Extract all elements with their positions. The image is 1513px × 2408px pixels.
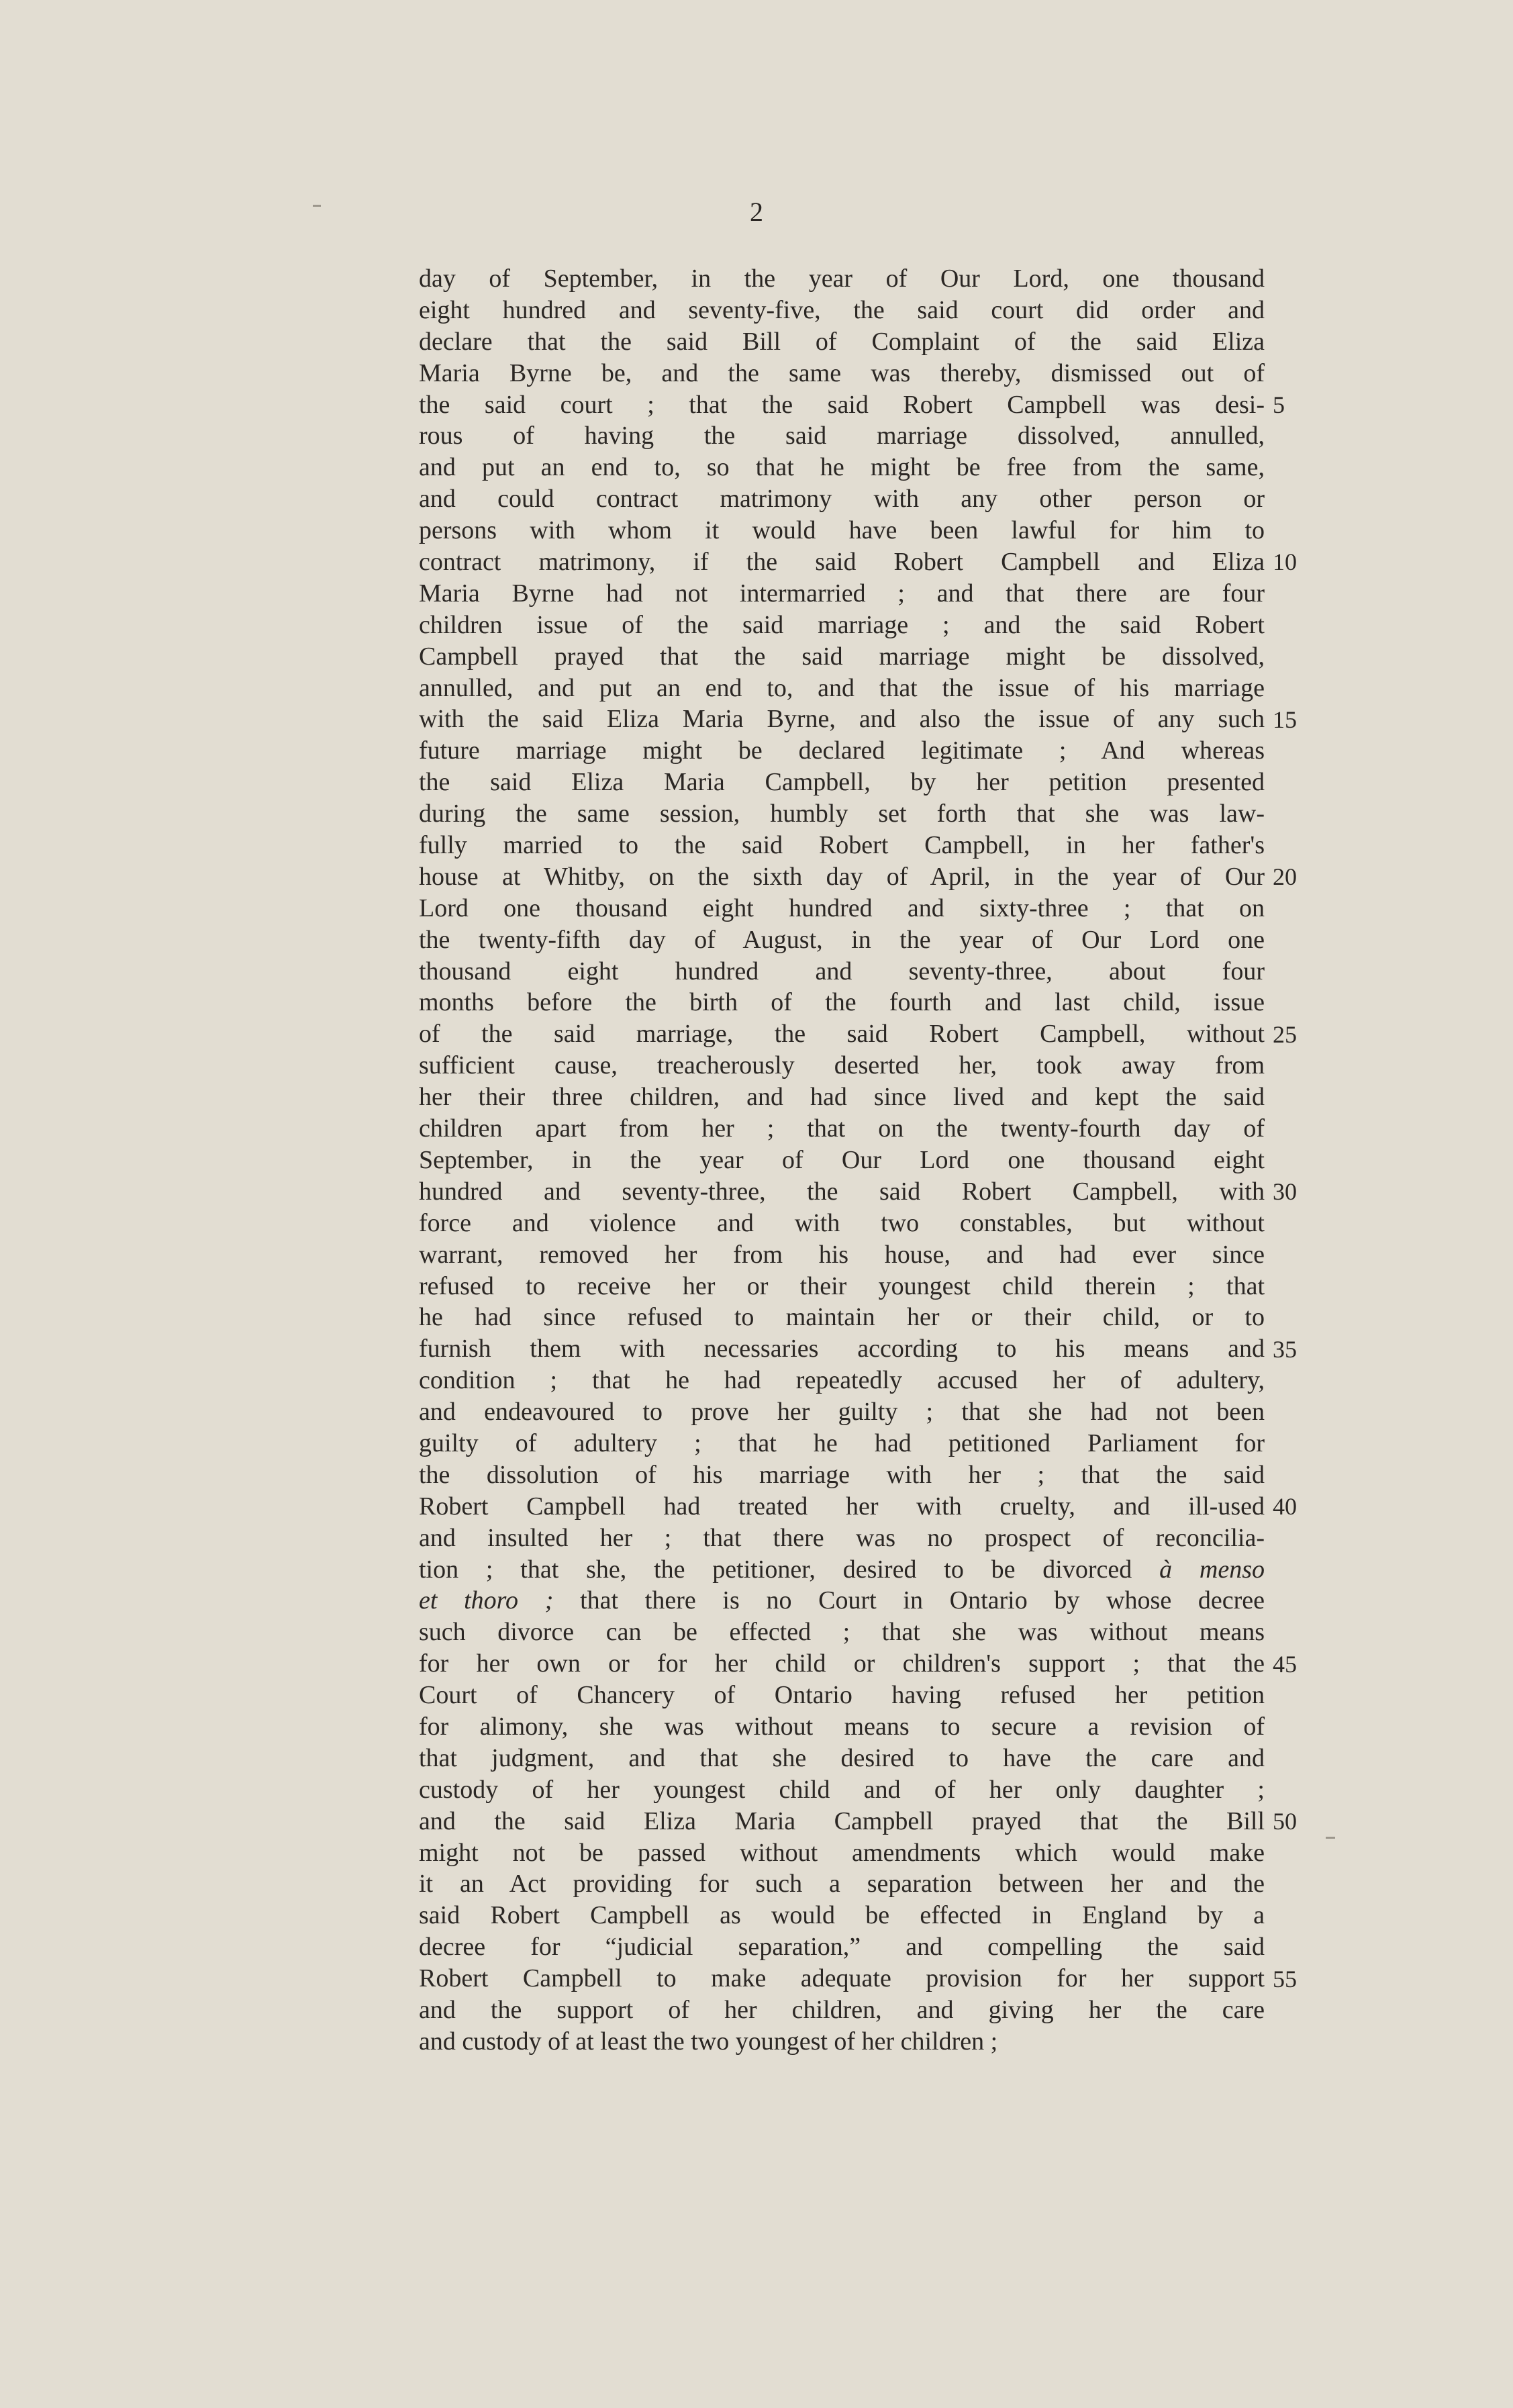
line-number: 35 <box>1273 1335 1297 1363</box>
line-number: 45 <box>1273 1650 1297 1678</box>
text-line: and the support of her children, and giving her the care <box>419 1995 1265 2024</box>
page-number: 2 <box>750 197 763 227</box>
text-line: Robert Campbell had treated her with cruelty, and ill-used <box>419 1492 1265 1521</box>
text-line: the dissolution of his marriage with her ; that the said <box>419 1460 1265 1489</box>
line-number: 5 <box>1273 391 1285 418</box>
text-line <box>419 1585 1265 1617</box>
text-line: that judgment, and that she desired to have the care and <box>419 1743 1265 1772</box>
text-line: Court of Chancery of Ontario having refused her petition <box>419 1681 1265 1710</box>
text-span: tion ; that she, the petitioner, desired to be divorced <box>419 1555 1160 1584</box>
text-line: decree for “judicial separation,” and compelling the said <box>419 1933 1265 1962</box>
italic-phrase: à menso <box>1159 1555 1265 1584</box>
text-line: children apart from her ; that on the twenty-fourth day of <box>419 1114 1265 1143</box>
line-number: 55 <box>1273 1965 1297 1992</box>
text-line: her their three children, and had since lived and kept the said <box>419 1083 1265 1112</box>
text-line: contract matrimony, if the said Robert Campbell and Eliza <box>419 548 1265 577</box>
text-line: Maria Byrne be, and the same was thereby, dismissed out of <box>419 358 1265 387</box>
text-line: said Robert Campbell as would be effected in England by a <box>419 1901 1265 1930</box>
text-line: hundred and seventy-three, the said Robert Campbell, with <box>419 1177 1265 1206</box>
text-line: warrant, removed her from his house, and had ever since <box>419 1240 1265 1269</box>
text-line: house at Whitby, on the sixth day of April, in the year of Our <box>419 862 1265 891</box>
text-line: custody of her youngest child and of her only daughter ; <box>419 1775 1265 1804</box>
line-number: 30 <box>1273 1178 1297 1206</box>
text-line: Campbell prayed that the said marriage might be dissolved, <box>419 642 1265 671</box>
text-line: during the same session, humbly set forth that she was law- <box>419 800 1265 828</box>
text-line: and custody of at least the two youngest of her children ; <box>419 2027 998 2056</box>
italic-phrase: et thoro ; <box>419 1586 554 1615</box>
text-line: refused to receive her or their youngest child therein ; that <box>419 1271 1265 1300</box>
line-number: 50 <box>1273 1808 1297 1835</box>
text-line: persons with whom it would have been lawful for him to <box>419 516 1265 545</box>
text-line: and put an end to, so that he might be free from the same, <box>419 453 1265 482</box>
text-line: it an Act providing for such a separation between her and the <box>419 1870 1265 1898</box>
text-line: condition ; that he had repeatedly accused her of adultery, <box>419 1366 1265 1395</box>
text-line: and insulted her ; that there was no prospect of reconcilia- <box>419 1523 1265 1552</box>
text-line: for alimony, she was without means to secure a revision of <box>419 1712 1265 1741</box>
text-line: annulled, and put an end to, and that the issue of his marriage <box>419 673 1265 702</box>
text-line: months before the birth of the fourth and last child, issue <box>419 988 1265 1017</box>
text-line: and endeavoured to prove her guilty ; that she had not been <box>419 1398 1265 1427</box>
text-line: eight hundred and seventy-five, the said court did order and <box>419 295 1265 324</box>
text-line: and the said Eliza Maria Campbell prayed that the Bill <box>419 1807 1265 1835</box>
text-line: he had since refused to maintain her or their child, or to <box>419 1303 1265 1332</box>
text-span: that there is no Court in Ontario by whose decree <box>553 1586 1265 1615</box>
text-line: with the said Eliza Maria Byrne, and also the issue of any such <box>419 705 1265 734</box>
text-line: Maria Byrne had not intermarried ; and that there are four <box>419 579 1265 608</box>
text-line: day of September, in the year of Our Lord, one thousand <box>419 264 1265 293</box>
body-text <box>419 263 1265 2058</box>
text-line: guilty of adultery ; that he had petitioned Parliament for <box>419 1429 1265 1457</box>
text-line: future marriage might be declared legitimate ; And whereas <box>419 736 1265 765</box>
line-number: 20 <box>1273 863 1297 891</box>
text-line: for her own or for her child or children's support ; that the <box>419 1649 1265 1678</box>
text-line: force and violence and with two constables, but without <box>419 1208 1265 1237</box>
text-line: thousand eight hundred and seventy-three, about four <box>419 957 1265 985</box>
text-line: Robert Campbell to make adequate provision for her support <box>419 1964 1265 1993</box>
text-line: fully married to the said Robert Campbell, in her father's <box>419 831 1265 860</box>
text-line: the twenty-fifth day of August, in the year of Our Lord one <box>419 925 1265 954</box>
margin-mark <box>313 205 321 207</box>
line-number: 10 <box>1273 548 1297 576</box>
text-line: children issue of the said marriage ; and the said Robert <box>419 610 1265 639</box>
margin-mark <box>1326 1837 1335 1839</box>
text-line: sufficient cause, treacherously deserted her, took away from <box>419 1051 1265 1080</box>
text-line: the said Eliza Maria Campbell, by her petition presented <box>419 768 1265 797</box>
text-line: furnish them with necessaries according to his means and <box>419 1335 1265 1363</box>
text-line: rous of having the said marriage dissolved, annulled, <box>419 422 1265 450</box>
text-line: Lord one thousand eight hundred and sixty-three ; that on <box>419 894 1265 922</box>
text-line: declare that the said Bill of Complaint of the said Eliza <box>419 327 1265 356</box>
text-line: September, in the year of Our Lord one thousand eight <box>419 1145 1265 1174</box>
text-line: and could contract matrimony with any other person or <box>419 485 1265 514</box>
text-line: might not be passed without amendments which would make <box>419 1838 1265 1867</box>
line-number: 25 <box>1273 1020 1297 1048</box>
line-number: 15 <box>1273 706 1297 733</box>
text-line: such divorce can be effected ; that she was without means <box>419 1618 1265 1647</box>
text-line: of the said marriage, the said Robert Campbell, without <box>419 1020 1265 1049</box>
text-line: the said court ; that the said Robert Campbell was desi- <box>419 390 1265 419</box>
line-number: 40 <box>1273 1493 1297 1521</box>
text-line <box>419 1554 1265 1586</box>
